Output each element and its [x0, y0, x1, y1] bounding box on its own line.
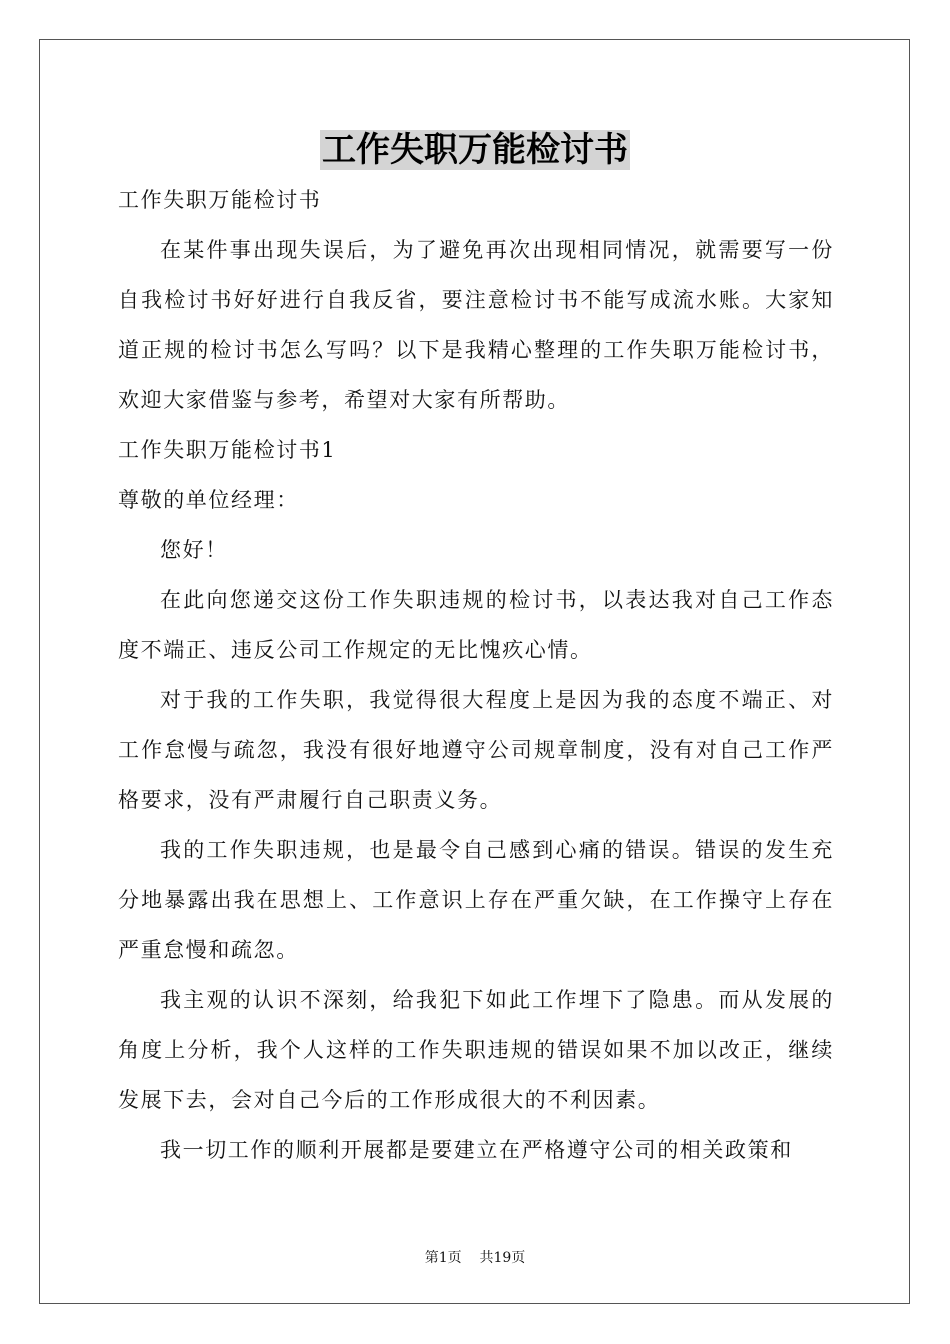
paragraph: 在此向您递交这份工作失职违规的检讨书，以表达我对自己工作态度不端正、违反公司工作规定的无比愧疚心情。 [118, 588, 834, 662]
document-title [0, 126, 950, 174]
paragraph: 尊敬的单位经理： [118, 488, 299, 512]
paragraph: 工作失职万能检讨书 [118, 188, 322, 212]
paragraph: 对于我的工作失职，我觉得很大程度上是因为我的态度不端正、对工作怠慢与疏忽，我没有很好地遵守公司规章制度，没有对自己工作严格要求，没有严肃履行自己职责义务。 [118, 688, 834, 812]
paragraph: 我主观的认识不深刻，给我犯下如此工作埋下了隐患。而从发展的角度上分析，我个人这样的工作失职违规的错误如果不加以改正，继续发展下去，会对自己今后的工作形成很大的不利因素。 [118, 988, 834, 1112]
document-body [118, 175, 834, 1175]
paragraph: 我一切工作的顺利开展都是要建立在严格遵守公司的相关政策和 [160, 1138, 793, 1162]
page-footer: 第1页 共19页 [424, 1250, 526, 1266]
paragraph: 工作失职万能检讨书1 [118, 438, 337, 462]
paragraph: 您好！ [160, 538, 228, 562]
document-title-text: 工作失职万能检讨书 [322, 130, 628, 170]
paragraph: 我的工作失职违规，也是最令自己感到心痛的错误。错误的发生充分地暴露出我在思想上、工作意识上存在严重欠缺，在工作操守上存在严重怠慢和疏忽。 [118, 838, 834, 962]
paragraph: 在某件事出现失误后，为了避免再次出现相同情况，就需要写一份自我检讨书好好进行自我反省，要注意检讨书不能写成流水账。大家知道正规的检讨书怎么写吗？以下是我精心整理的工作失职万能检讨书，欢迎大家借鉴与参考，希望对大家有所帮助。 [118, 238, 834, 412]
